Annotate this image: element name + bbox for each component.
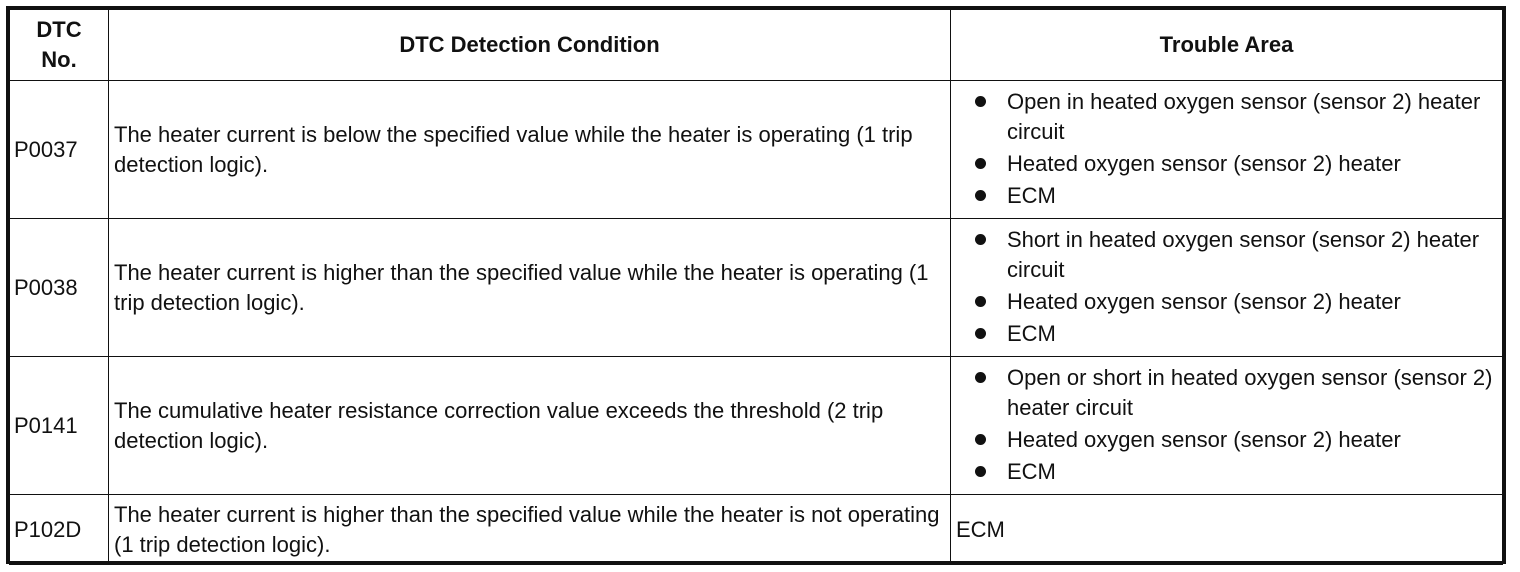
trouble-area-text: Heated oxygen sensor (sensor 2) heater [1007,427,1401,452]
bullet-icon [975,434,986,445]
trouble-area-item [973,181,1494,211]
trouble-area-item [973,363,1494,423]
table-row [10,219,1503,357]
table-row [10,495,1503,565]
bullet-icon [975,466,986,477]
header-trouble-area: Trouble Area [951,10,1503,81]
header-dtc-no [10,10,109,81]
trouble-area-item [973,225,1494,285]
bullet-icon [975,190,986,201]
trouble-area-text: ECM [1007,321,1056,346]
header-condition: DTC Detection Condition [109,10,951,81]
trouble-area-list [973,363,1494,487]
bullet-icon [975,234,986,245]
bullet-icon [975,96,986,107]
trouble-area-item [973,457,1494,487]
trouble-area-item [973,287,1494,317]
table-row [10,81,1503,219]
trouble-area-list [973,225,1494,349]
trouble-area-text: Open in heated oxygen sensor (sensor 2) heater circuit [1007,89,1481,144]
dtc-code: P0141 [10,357,109,495]
trouble-area-list [973,87,1494,211]
trouble-area: ECM [951,495,1503,565]
trouble-area-item [973,319,1494,349]
trouble-area-text: Open or short in heated oxygen sensor (sensor 2) heater circuit [1007,365,1493,420]
trouble-area-item [973,425,1494,455]
trouble-area-text: Heated oxygen sensor (sensor 2) heater [1007,151,1401,176]
dtc-code: P0037 [10,81,109,219]
trouble-area-item [973,87,1494,147]
dtc-code: P102D [10,495,109,565]
dtc-code: P0038 [10,219,109,357]
bullet-icon [975,158,986,169]
table-row [10,357,1503,495]
bullet-icon [975,328,986,339]
trouble-area [951,357,1503,495]
trouble-area-text: Short in heated oxygen sensor (sensor 2) heater circuit [1007,227,1480,282]
detection-condition: The heater current is below the specified value while the heater is operating (1 trip detection logic). [109,81,951,219]
detection-condition: The cumulative heater resistance correction value exceeds the threshold (2 trip detection logic). [109,357,951,495]
header-row [10,10,1503,81]
bullet-icon [975,372,986,383]
dtc-table [9,9,1503,565]
trouble-area-text: ECM [1007,183,1056,208]
bullet-icon [975,296,986,307]
dtc-table-frame [6,6,1506,564]
header-dtc-no-text: DTC No. [36,17,82,72]
trouble-area [951,81,1503,219]
trouble-area-item [973,149,1494,179]
detection-condition: The heater current is higher than the specified value while the heater is operating (1 trip detection logic). [109,219,951,357]
trouble-area [951,219,1503,357]
detection-condition: The heater current is higher than the specified value while the heater is not operating (1 trip detection logic). [109,495,951,565]
trouble-area-text: Heated oxygen sensor (sensor 2) heater [1007,289,1401,314]
trouble-area-text: ECM [1007,459,1056,484]
